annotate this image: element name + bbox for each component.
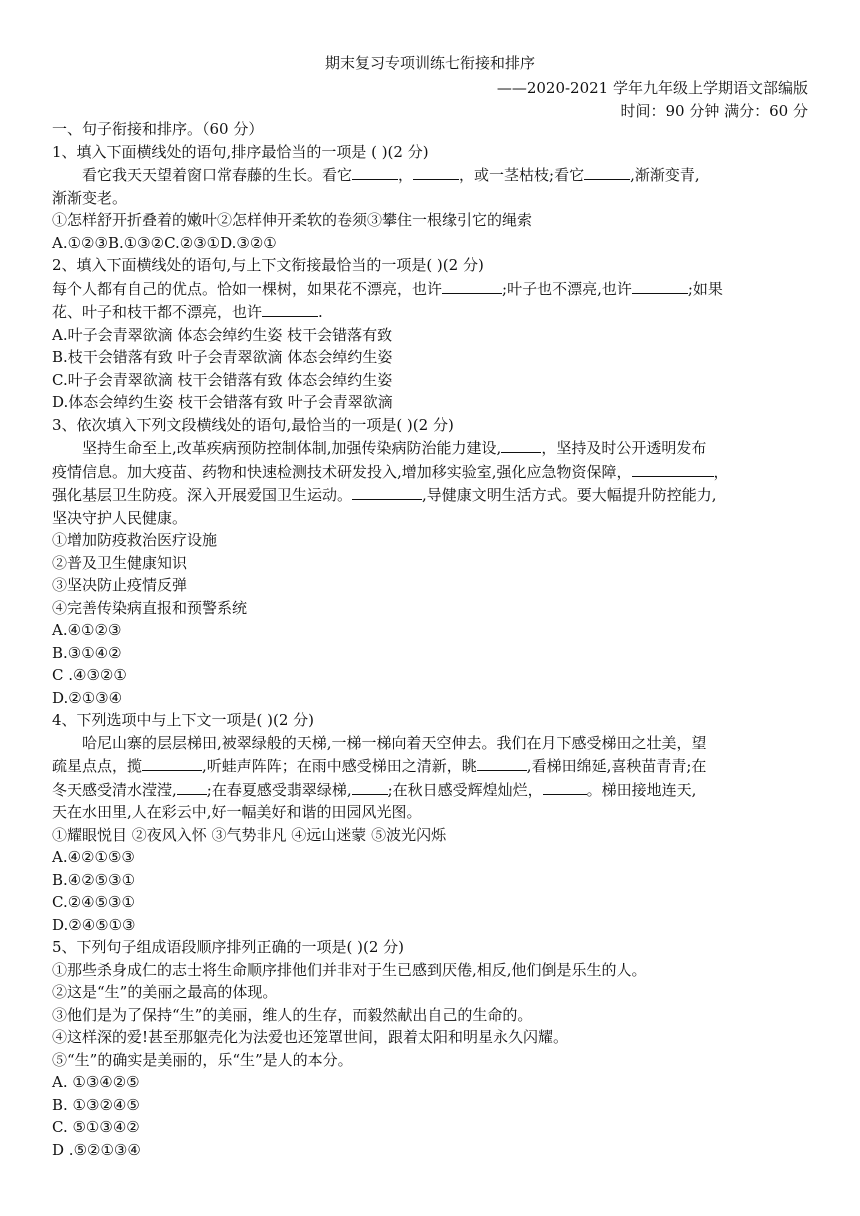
blank-line — [352, 163, 398, 180]
q3-passage-text: 坚持生命至上,改革疾病预防控制体制,加强传染病防治能力建设, — [82, 439, 502, 457]
q1-options: A.①②③B.①③②C.②③①D.③②① — [52, 233, 277, 252]
q5-option-a: A. ①③④②⑤ — [52, 1073, 140, 1091]
q2-passage-text: ;叶子也不漂亮,也许 — [502, 279, 632, 298]
q5-sentence-4: ④这样深的爱!甚至那躯壳化为法爱也还笼罩世间，跟着太阳和明星永久闪耀。 — [52, 1028, 569, 1046]
blank-line — [142, 754, 202, 771]
blank-line — [442, 277, 502, 294]
q4-passage-text: 。梯田接地连天, — [586, 780, 697, 799]
q1-items: ①怎样舒开折叠着的嫩叶②怎样伸开柔软的卷须③攀住一根缘引它的绳索 — [52, 211, 533, 229]
q2-option-d: D.体态会绰约生姿 枝干会错落有致 叶子会青翠欲滴 — [52, 393, 393, 411]
q4-option-d: D.②④⑤①③ — [52, 915, 136, 934]
q2-passage-text: ;如果 — [687, 279, 723, 298]
q2-option-c: C.叶子会青翠欲滴 枝干会错落有致 体态会绰约生姿 — [52, 370, 393, 389]
q2-passage-text: 每个人都有自己的优点。恰如一棵树，如果花不漂亮，也许 — [52, 279, 443, 298]
q2-option-a: A.叶子会青翠欲滴 体态会绰约生姿 枝干会错落有致 — [52, 325, 393, 344]
question-content — [52, 118, 810, 1161]
q1-passage-text: ， — [398, 166, 414, 184]
q4-passage-text: ;在秋日感受辉煌灿烂， — [387, 780, 543, 799]
q2-passage-line1 — [52, 277, 810, 301]
q2-option-b: B.枝干会错落有致 叶子会青翠欲滴 体态会绰约生姿 — [52, 348, 393, 366]
document-subtitle: ——2020-2021 学年九年级上学期语文部编版 — [496, 79, 808, 97]
q2-passage-text: 花、叶子和枝干都不漂亮，也许 — [52, 303, 263, 321]
q3-item-2: ②普及卫生健康知识 — [52, 553, 188, 572]
blank-line — [543, 778, 587, 795]
q3-option-a: A.④①②③ — [52, 621, 122, 639]
q4-passage-line4: 天在水田里,人在彩云中,好一幅美好和谐的田园风光图。 — [52, 803, 422, 821]
q3-item-1: ①增加防疫救治医疗设施 — [52, 531, 218, 549]
q3-passage-line2 — [52, 460, 810, 484]
document-title: 期末复习专项训练七衔接和排序 — [324, 54, 535, 72]
q4-passage-line2 — [52, 754, 810, 778]
q4-items: ①耀眼悦目 ②夜风入怀 ③气势非凡 ④远山迷蒙 ⑤波光闪烁 — [52, 825, 447, 844]
q3-passage-line3 — [52, 483, 810, 507]
q3-passage-text: 强化基层卫生防疫。深入开展爱国卫生运动。 — [52, 486, 353, 504]
q3-item-4: ④完善传染病直报和预警系统 — [52, 598, 248, 617]
blank-line — [352, 483, 422, 500]
blank-line — [632, 277, 688, 294]
q3-passage-text: ， — [713, 462, 729, 481]
q5-sentence-3: ③他们是为了保持“生”的美丽，维人的生存，而毅然献出自己的生命的。 — [52, 1005, 533, 1024]
q4-passage-text: ,听蛙声阵阵；在雨中感受梯田之清新，眺 — [202, 757, 477, 775]
q2-passage-text: . — [318, 303, 323, 321]
q4-option-a: A.④②①⑤③ — [52, 848, 135, 866]
blank-line — [352, 778, 388, 795]
q3-option-d: D.②①③④ — [52, 688, 123, 707]
q1-passage-text: ,渐渐变青, — [630, 166, 700, 184]
q5-sentence-1: ①那些杀身成仁的志士将生命顺序排他们并非对于生已感到厌倦,相反,他们倒是乐生的人。 — [52, 960, 647, 979]
q4-passage-line1: 哈尼山寨的层层梯田,被翠绿般的天梯,一梯一梯向着天空伸去。我们在月下感受梯田之壮美，望 — [82, 733, 707, 752]
q2-stem: 2、填入下面横线处的语句,与上下文衔接最恰当的一项是( )(2 分) — [52, 256, 484, 274]
q4-passage-text: 冬天感受清水滢滢, — [52, 780, 177, 799]
q1-passage-text: 看它我天天望着窗口常春藤的生长。看它 — [82, 166, 353, 184]
q3-passage-text: ,导健康文明生活方式。要大幅提升防控能力, — [422, 486, 717, 504]
blank-line — [262, 300, 318, 317]
q3-passage-line1 — [52, 436, 810, 460]
q1-passage-text: ，或一茎枯枝;看它 — [459, 166, 585, 184]
q3-stem: 3、依次填入下列文段横线处的语句,最恰当的一项是( )(2 分) — [52, 415, 454, 434]
q2-passage-line2 — [52, 300, 810, 324]
section-heading: 一、句子衔接和排序。（60 分） — [52, 120, 264, 138]
q3-option-c: C .④③②① — [52, 666, 127, 684]
blank-line — [501, 436, 541, 453]
q5-sentence-5: ⑤“生”的确实是美丽的，乐“生”是人的本分。 — [52, 1050, 353, 1069]
q5-stem: 5、下列句子组成语段顺序排列正确的一项是( )(2 分) — [52, 938, 405, 956]
q1-passage-line1 — [52, 163, 810, 187]
q4-option-c: C.②④⑤③① — [52, 893, 135, 911]
time-score-info: 时间：90 分钟 满分：60 分 — [620, 102, 808, 120]
q3-passage-text: ，坚持及时公开透明发布 — [541, 439, 707, 457]
blank-line — [177, 778, 207, 795]
q3-item-3: ③坚决防止疫情反弹 — [52, 576, 188, 594]
blank-line — [413, 163, 459, 180]
q1-passage-line2: 渐渐变老。 — [52, 188, 128, 207]
blank-line — [632, 460, 714, 477]
q4-passage-text: 疏星点点，揽 — [52, 757, 143, 775]
q5-option-b: B. ①③②④⑤ — [52, 1095, 140, 1114]
q3-option-b: B.③①④② — [52, 643, 122, 662]
q4-passage-text: ,看梯田绵延,喜秧苗青青;在 — [526, 757, 707, 775]
q4-option-b: B.④②⑤③① — [52, 870, 136, 889]
q5-option-c: C. ⑤①③④② — [52, 1118, 140, 1136]
q3-passage-line4: 坚决守护人民健康。 — [52, 508, 188, 527]
q4-stem: 4、下列选项中与上下文一项是( )(2 分) — [52, 711, 315, 729]
blank-line — [477, 754, 527, 771]
q5-sentence-2: ②这是“生”的美丽之最高的体现。 — [52, 983, 278, 1001]
q4-passage-line3 — [52, 778, 810, 802]
q4-passage-text: ;在春夏感受翡翠绿梯, — [206, 780, 352, 799]
q5-option-d: D .⑤②①③④ — [52, 1140, 141, 1159]
q1-stem: 1、填入下面横线处的语句,排序最恰当的一项是 ( )(2 分) — [52, 142, 429, 161]
blank-line — [584, 163, 630, 180]
q3-passage-text: 疫情信息。加大疫苗、药物和快速检测技术研发投入,增加移实验室,强化应急物资保障， — [52, 462, 632, 481]
